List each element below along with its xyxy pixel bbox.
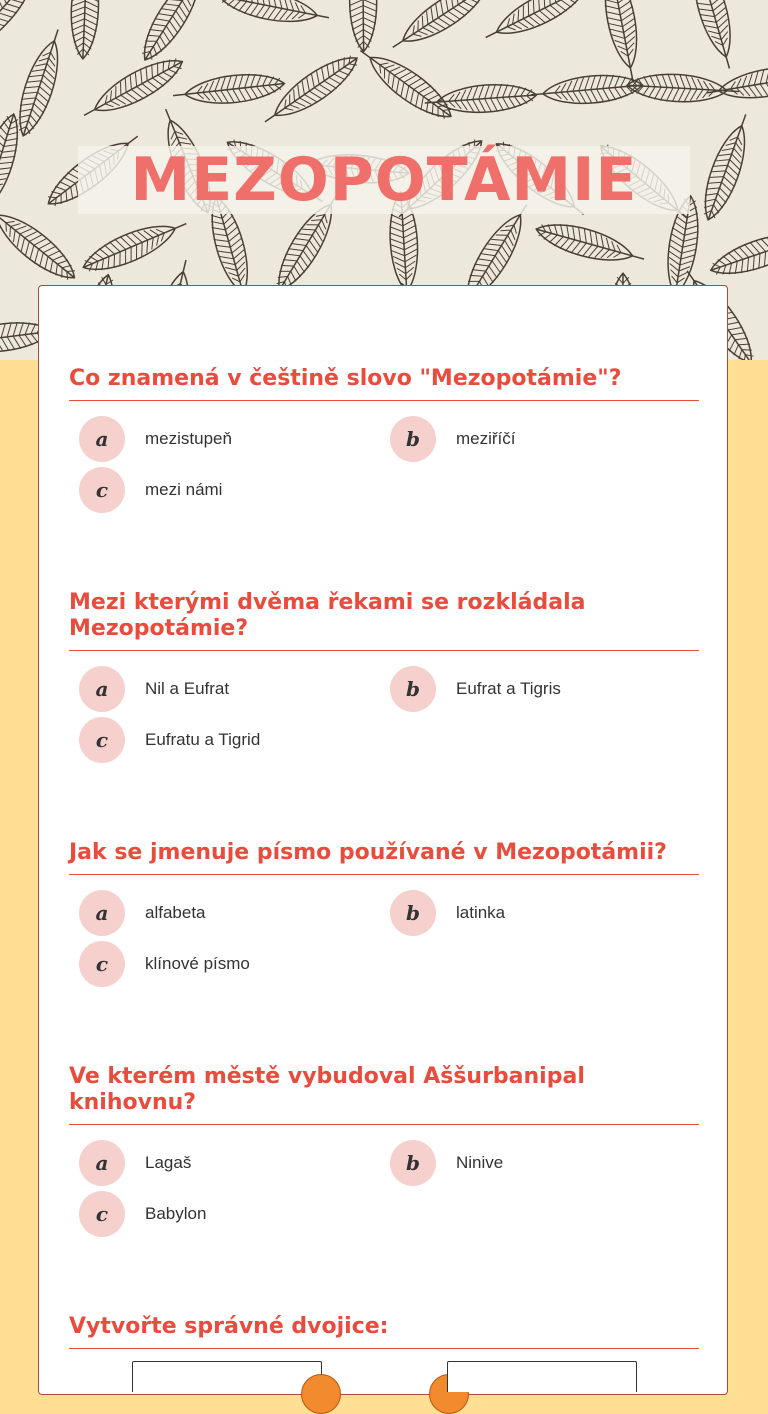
question-options bbox=[69, 890, 699, 1000]
feather-decoration bbox=[385, 0, 494, 59]
option-text: Eufrat a Tigris bbox=[456, 679, 561, 699]
option-a[interactable] bbox=[79, 1140, 191, 1186]
feather-decoration bbox=[133, 0, 216, 67]
question-3 bbox=[69, 840, 699, 1000]
feather-decoration bbox=[532, 216, 647, 273]
feather-decoration bbox=[78, 211, 192, 281]
option-text: latinka bbox=[456, 903, 505, 923]
question-options bbox=[69, 666, 699, 776]
feather-decoration bbox=[424, 81, 538, 117]
question-title: Co znamená v češtině slovo "Mezopotámie"? bbox=[69, 366, 699, 401]
option-letter-badge: b bbox=[390, 1140, 436, 1186]
option-letter-badge: a bbox=[79, 666, 125, 712]
feather-decoration bbox=[480, 0, 593, 50]
feather-decoration bbox=[705, 61, 768, 107]
feather-decoration bbox=[352, 39, 459, 127]
question-2 bbox=[69, 590, 699, 776]
option-letter-badge: b bbox=[390, 890, 436, 936]
question-options bbox=[69, 1140, 699, 1250]
feather-decoration bbox=[695, 110, 759, 225]
option-b[interactable] bbox=[390, 890, 505, 936]
option-text: meziříčí bbox=[456, 429, 516, 449]
option-c[interactable] bbox=[79, 1191, 206, 1237]
option-a[interactable] bbox=[79, 890, 206, 936]
option-letter-badge: c bbox=[79, 941, 125, 987]
pair-left-box[interactable] bbox=[132, 1361, 322, 1392]
feather-decoration bbox=[77, 49, 189, 127]
worksheet-card bbox=[38, 285, 728, 1395]
feather-decoration bbox=[626, 71, 739, 105]
option-text: Ninive bbox=[456, 1153, 503, 1173]
option-c[interactable] bbox=[79, 941, 250, 987]
option-text: mezi námi bbox=[145, 480, 222, 500]
option-text: Lagaš bbox=[145, 1153, 191, 1173]
option-text: Eufratu a Tigrid bbox=[145, 730, 260, 750]
page-title: MEZOPOTÁMIE bbox=[131, 150, 638, 210]
option-text: Nil a Eufrat bbox=[145, 679, 229, 699]
option-a[interactable] bbox=[79, 416, 232, 462]
option-letter-badge: c bbox=[79, 1191, 125, 1237]
feather-decoration bbox=[172, 70, 286, 110]
feather-decoration bbox=[10, 25, 71, 140]
option-letter-badge: c bbox=[79, 467, 125, 513]
question-title: Ve kterém městě vybudoval Aššurbanipal knihovnu? bbox=[69, 1064, 699, 1125]
question-title: Jak se jmenuje písmo používané v Mezopotámii? bbox=[69, 840, 699, 875]
question-1 bbox=[69, 366, 699, 526]
option-text: alfabeta bbox=[145, 903, 206, 923]
option-letter-badge: a bbox=[79, 1140, 125, 1186]
feather-decoration bbox=[216, 0, 331, 31]
option-text: klínové písmo bbox=[145, 954, 250, 974]
title-box bbox=[78, 146, 690, 214]
option-letter-badge: b bbox=[390, 666, 436, 712]
question-title: Mezi kterými dvěma řekami se rozkládala Mezopotámie? bbox=[69, 590, 699, 651]
option-b[interactable] bbox=[390, 666, 561, 712]
feather-decoration bbox=[685, 0, 743, 72]
question-4 bbox=[69, 1064, 699, 1250]
feather-decoration bbox=[349, 0, 378, 52]
option-letter-badge: a bbox=[79, 890, 125, 936]
option-letter-badge: a bbox=[79, 416, 125, 462]
option-text: mezistupeň bbox=[145, 429, 232, 449]
option-b[interactable] bbox=[390, 416, 516, 462]
option-letter-badge: c bbox=[79, 717, 125, 763]
feather-decoration bbox=[598, 0, 647, 82]
feather-decoration bbox=[0, 110, 27, 225]
option-c[interactable] bbox=[79, 717, 260, 763]
matching-section bbox=[69, 1314, 699, 1349]
option-letter-badge: b bbox=[390, 416, 436, 462]
feather-decoration bbox=[706, 221, 768, 284]
option-b[interactable] bbox=[390, 1140, 503, 1186]
feather-decoration bbox=[69, 0, 101, 59]
feather-decoration bbox=[0, 197, 83, 289]
question-options bbox=[69, 416, 699, 526]
feather-decoration bbox=[530, 71, 644, 109]
feather-decoration bbox=[0, 0, 43, 67]
option-text: Babylon bbox=[145, 1204, 206, 1224]
option-c[interactable] bbox=[79, 467, 222, 513]
option-a[interactable] bbox=[79, 666, 229, 712]
pair-right-box[interactable] bbox=[447, 1361, 637, 1392]
question-title: Vytvořte správné dvojice: bbox=[69, 1314, 699, 1349]
pair-left-connector[interactable] bbox=[301, 1374, 341, 1414]
